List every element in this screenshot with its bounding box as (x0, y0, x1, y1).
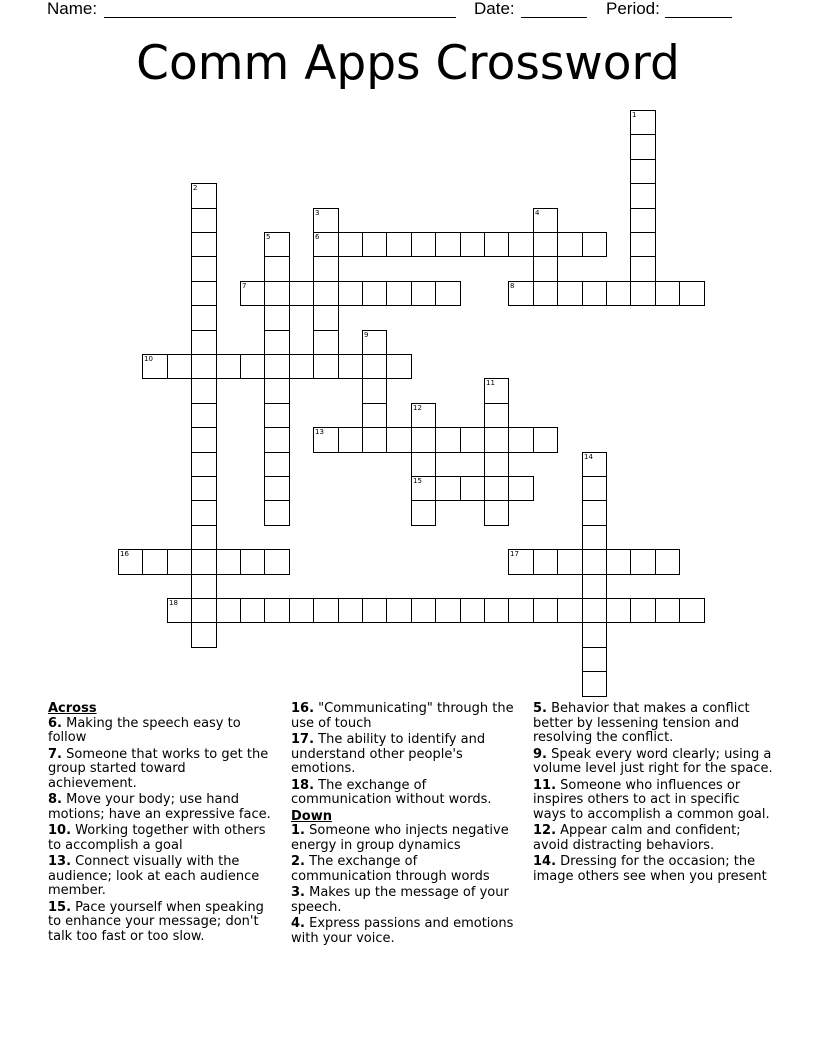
grid-cell[interactable] (630, 208, 656, 233)
clue-number-label: 4. (291, 916, 305, 931)
clue-text: Someone who injects negative energy in group dynamics (291, 823, 509, 853)
grid-cell[interactable] (362, 378, 387, 404)
across-heading: Across (48, 701, 97, 716)
grid-cell[interactable] (191, 403, 217, 428)
grid-cell[interactable] (630, 134, 656, 160)
grid-cell[interactable] (484, 378, 509, 404)
clue-number: 8 (510, 282, 515, 290)
grid-cell[interactable] (338, 232, 363, 257)
grid-cell[interactable] (606, 598, 631, 623)
grid-cell[interactable] (533, 232, 558, 257)
grid-cell[interactable] (289, 598, 314, 623)
grid-cell[interactable] (191, 427, 217, 453)
clue-number: 15 (413, 477, 422, 485)
grid-cell[interactable] (460, 598, 485, 623)
grid-cell[interactable] (386, 232, 412, 257)
grid-cell[interactable] (264, 427, 290, 453)
grid-cell[interactable] (411, 403, 436, 428)
grid-cell[interactable] (142, 354, 168, 379)
clue-number-label: 12. (533, 823, 557, 838)
grid-cell[interactable] (264, 330, 290, 355)
grid-cell[interactable] (460, 427, 485, 453)
clue-text: Pace yourself when speaking to enhance your message; don't talk too fast or too slow. (48, 899, 264, 944)
grid-cell[interactable] (435, 476, 461, 501)
grid-cell[interactable] (582, 281, 607, 306)
grid-cell[interactable] (191, 183, 217, 209)
grid-cell[interactable] (167, 598, 192, 623)
grid-cell[interactable] (191, 476, 217, 501)
clue-number-label: 17. (291, 732, 315, 747)
grid-cell[interactable] (362, 598, 387, 623)
grid-cell[interactable] (484, 403, 509, 428)
across-clue (291, 733, 519, 777)
name-label: Name: (47, 0, 98, 18)
clue-text: Dressing for the occasion; the image others see when you present (533, 854, 767, 884)
grid-cell[interactable] (191, 354, 217, 379)
clue-number: 7 (242, 282, 247, 290)
across-clue (48, 901, 276, 945)
grid-cell[interactable] (264, 549, 290, 575)
grid-cell[interactable] (460, 476, 485, 501)
grid-cell[interactable] (167, 549, 192, 575)
grid-cell[interactable] (191, 281, 217, 306)
clue-text: Speak every word clearly; using a volume level just right for the space. (533, 746, 773, 776)
grid-cell[interactable] (191, 622, 217, 648)
down-clue-list-b (533, 702, 773, 884)
grid-cell[interactable] (484, 476, 509, 501)
grid-cell[interactable] (264, 476, 290, 501)
grid-cell[interactable] (435, 281, 461, 306)
grid-cell[interactable] (191, 452, 217, 477)
across-clue (291, 702, 519, 731)
clue-number-label: 9. (533, 746, 547, 762)
down-clue (291, 855, 519, 884)
grid-cell[interactable] (679, 281, 705, 306)
page-title: Comm Apps Crossword (136, 36, 680, 91)
grid-cell[interactable] (557, 549, 583, 575)
grid-cell[interactable] (533, 549, 558, 575)
clue-number: 3 (315, 209, 320, 217)
grid-cell[interactable] (289, 354, 314, 379)
grid-cell[interactable] (191, 256, 217, 282)
across-clue (48, 717, 276, 746)
grid-cell[interactable] (606, 281, 631, 306)
grid-cell[interactable] (386, 427, 412, 453)
grid-cell[interactable] (435, 427, 461, 453)
grid-cell[interactable] (264, 256, 290, 282)
grid-cell[interactable] (484, 500, 509, 526)
down-clue (291, 886, 519, 915)
grid-cell[interactable] (460, 232, 485, 257)
clue-number-label: 16. (291, 701, 315, 716)
grid-cell[interactable] (630, 549, 656, 575)
grid-cell[interactable] (655, 549, 680, 575)
grid-cell[interactable] (191, 549, 217, 575)
grid-cell[interactable] (582, 452, 607, 477)
grid-cell[interactable] (264, 354, 290, 379)
clue-text: Working together with others to accomplish a goal (48, 823, 266, 853)
across-clue-list-a (48, 717, 276, 945)
clue-number: 16 (120, 550, 129, 558)
grid-cell[interactable] (264, 500, 290, 526)
grid-cell[interactable] (191, 500, 217, 526)
grid-cell[interactable] (411, 427, 436, 453)
clue-number: 11 (486, 379, 495, 387)
grid-cell[interactable] (679, 598, 705, 623)
grid-cell[interactable] (655, 598, 680, 623)
grid-cell[interactable] (264, 378, 290, 404)
down-clue (291, 917, 519, 946)
grid-cell[interactable] (191, 330, 217, 355)
clue-text: Makes up the message of your speech. (291, 885, 509, 915)
grid-cell[interactable] (582, 500, 607, 526)
grid-cell[interactable] (411, 598, 436, 623)
clue-number: 9 (364, 331, 369, 339)
grid-cell[interactable] (362, 281, 387, 306)
across-clue (291, 779, 519, 808)
grid-cell[interactable] (191, 525, 217, 550)
clue-text: Express passions and emotions with your voice. (291, 916, 514, 946)
grid-cell[interactable] (630, 110, 656, 135)
grid-cell[interactable] (167, 354, 192, 379)
clue-text: The exchange of communication without words. (291, 777, 492, 807)
grid-cell[interactable] (338, 427, 363, 453)
grid-cell[interactable] (582, 574, 607, 599)
clue-text: Move your body; use hand motions; have an expressive face. (48, 792, 271, 822)
clues-column-3 (533, 702, 773, 886)
grid-cell[interactable] (533, 281, 558, 306)
grid-cell[interactable] (411, 476, 436, 501)
across-clue (48, 855, 276, 899)
grid-cell[interactable] (484, 598, 509, 623)
grid-cell[interactable] (411, 281, 436, 306)
down-clue (533, 702, 773, 746)
clue-number-label: 1. (291, 823, 305, 838)
grid-cell[interactable] (630, 598, 656, 623)
clue-number-label: 14. (533, 854, 557, 869)
across-clue (48, 824, 276, 853)
clue-number: 1 (632, 111, 637, 119)
grid-cell[interactable] (484, 232, 509, 257)
grid-cell[interactable] (411, 452, 436, 477)
clue-text: Connect visually with the audience; look at each audience member. (48, 854, 260, 898)
grid-cell[interactable] (264, 281, 290, 306)
down-clue (533, 779, 773, 823)
grid-cell[interactable] (362, 354, 387, 379)
grid-cell[interactable] (362, 330, 387, 355)
grid-cell[interactable] (362, 403, 387, 428)
grid-cell[interactable] (313, 305, 339, 331)
clues-column-2 (291, 702, 519, 948)
clue-number: 6 (315, 233, 320, 241)
across-clue (48, 748, 276, 792)
clue-number: 18 (169, 599, 178, 607)
across-clue-list-b (291, 702, 519, 808)
grid-cell[interactable] (313, 281, 339, 306)
grid-cell[interactable] (240, 281, 265, 306)
clue-text: Someone that works to get the group started toward achievement. (48, 746, 269, 791)
grid-cell[interactable] (557, 232, 583, 257)
grid-cell[interactable] (264, 403, 290, 428)
grid-cell[interactable] (533, 598, 558, 623)
across-clue (48, 793, 276, 822)
grid-cell[interactable] (313, 427, 339, 453)
grid-cell[interactable] (191, 574, 217, 599)
clue-text: Someone who influences or inspires others to act in specific ways to accomplish a common goal. (533, 777, 770, 822)
clues-column-1 (48, 702, 276, 946)
clue-number: 14 (584, 453, 593, 461)
grid-cell[interactable] (508, 549, 534, 575)
grid-cell[interactable] (484, 452, 509, 477)
grid-cell[interactable] (240, 354, 265, 379)
grid-cell[interactable] (606, 549, 631, 575)
grid-cell[interactable] (240, 549, 265, 575)
grid-cell[interactable] (338, 354, 363, 379)
grid-cell[interactable] (533, 208, 558, 233)
grid-cell[interactable] (533, 256, 558, 282)
clue-number: 5 (266, 233, 271, 241)
grid-cell[interactable] (191, 232, 217, 257)
grid-cell[interactable] (582, 549, 607, 575)
grid-cell[interactable] (630, 159, 656, 184)
grid-cell[interactable] (386, 598, 412, 623)
grid-cell[interactable] (313, 354, 339, 379)
clue-number-label: 10. (48, 823, 72, 838)
grid-cell[interactable] (313, 598, 339, 623)
grid-cell[interactable] (338, 281, 363, 306)
clue-number: 10 (144, 355, 153, 363)
grid-cell[interactable] (264, 598, 290, 623)
grid-cell[interactable] (435, 598, 461, 623)
clue-number: 4 (535, 209, 540, 217)
clue-number: 13 (315, 428, 324, 436)
clue-number-label: 6. (48, 715, 62, 731)
grid-cell[interactable] (313, 208, 339, 233)
grid-cell[interactable] (142, 549, 168, 575)
grid-cell[interactable] (508, 598, 534, 623)
clue-text: Making the speech easy to follow (48, 715, 241, 745)
clue-number-label: 11. (533, 777, 557, 793)
grid-cell[interactable] (557, 281, 583, 306)
grid-cell[interactable] (386, 281, 412, 306)
clue-text: Appear calm and confident; avoid distracting behaviors. (533, 823, 741, 853)
grid-cell[interactable] (411, 500, 436, 526)
grid-cell[interactable] (630, 256, 656, 282)
grid-cell[interactable] (630, 232, 656, 257)
grid-cell[interactable] (484, 427, 509, 453)
grid-cell[interactable] (191, 305, 217, 331)
grid-cell[interactable] (508, 281, 534, 306)
grid-cell[interactable] (557, 598, 583, 623)
grid-cell[interactable] (582, 598, 607, 623)
grid-cell[interactable] (582, 232, 607, 257)
grid-cell[interactable] (264, 305, 290, 331)
down-clue (533, 824, 773, 853)
grid-cell[interactable] (508, 427, 534, 453)
clue-number-label: 3. (291, 885, 305, 900)
grid-cell[interactable] (118, 549, 143, 575)
grid-cell[interactable] (264, 232, 290, 257)
clue-text: Behavior that makes a conflict better by lessening tension and resolving the conflict. (533, 701, 750, 745)
grid-cell[interactable] (411, 232, 436, 257)
grid-cell[interactable] (582, 622, 607, 648)
grid-cell[interactable] (508, 232, 534, 257)
down-clue (533, 748, 773, 777)
clue-number-label: 2. (291, 854, 305, 869)
grid-cell[interactable] (630, 281, 656, 306)
grid-cell[interactable] (582, 671, 607, 697)
clue-number: 12 (413, 404, 422, 412)
grid-cell[interactable] (386, 354, 412, 379)
grid-cell[interactable] (216, 598, 241, 623)
grid-cell[interactable] (313, 256, 339, 282)
clue-number-label: 13. (48, 854, 72, 869)
period-label: Period: (606, 0, 660, 18)
clue-number: 2 (193, 184, 198, 192)
grid-cell[interactable] (362, 427, 387, 453)
grid-cell[interactable] (508, 476, 534, 501)
grid-cell[interactable] (191, 208, 217, 233)
down-clue-list-a (291, 824, 519, 946)
grid-cell[interactable] (289, 281, 314, 306)
down-clue (291, 824, 519, 853)
grid-cell[interactable] (582, 476, 607, 501)
clue-number-label: 5. (533, 701, 547, 716)
grid-cell[interactable] (216, 549, 241, 575)
date-label: Date: (474, 0, 515, 18)
grid-cell[interactable] (313, 330, 339, 355)
clue-number-label: 18. (291, 777, 315, 793)
grid-cell[interactable] (216, 354, 241, 379)
grid-cell[interactable] (264, 452, 290, 477)
clue-number-label: 8. (48, 792, 62, 807)
down-clue (533, 855, 773, 884)
grid-cell[interactable] (533, 427, 558, 453)
grid-cell[interactable] (582, 525, 607, 550)
clue-number-label: 15. (48, 899, 72, 915)
clue-number-label: 7. (48, 746, 62, 762)
grid-cell[interactable] (313, 232, 339, 257)
clue-text: The exchange of communication through words (291, 854, 490, 884)
grid-cell[interactable] (240, 598, 265, 623)
grid-cell[interactable] (362, 232, 387, 257)
grid-cell[interactable] (655, 281, 680, 306)
down-heading: Down (291, 808, 332, 824)
grid-cell[interactable] (191, 598, 217, 623)
grid-cell[interactable] (338, 598, 363, 623)
clue-number: 17 (510, 550, 519, 558)
grid-cell[interactable] (582, 647, 607, 672)
grid-cell[interactable] (435, 232, 461, 257)
clue-text: "Communicating" through the use of touch (291, 701, 514, 731)
grid-cell[interactable] (191, 378, 217, 404)
grid-cell[interactable] (630, 183, 656, 209)
clue-text: The ability to identify and understand other people's emotions. (291, 732, 486, 776)
